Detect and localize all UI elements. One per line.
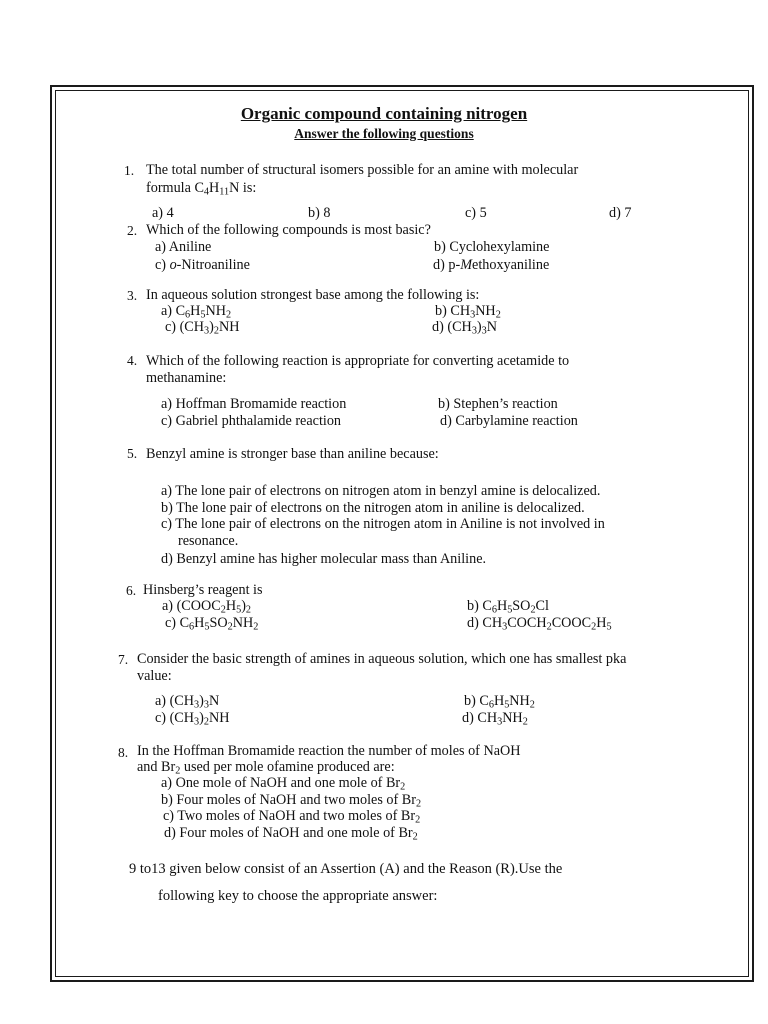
question-4-option-c: c) Gabriel phthalamide reaction [161,413,342,429]
question-3-option-b: b) $CH_3NH_2$ [435,303,501,321]
question-6-number: 6. [126,583,137,598]
question-8-option-c: c) Two moles of NaOH and two moles of $Br_2$ [163,808,421,826]
question-4-text: Which of the following reaction is appropriate for converting acetamide to [146,353,570,369]
question-6-option-c: c) $C_6H_5SO_2NH_2$ [165,615,259,633]
question-5-option-c-cont: resonance. [178,533,239,549]
question-3-option-d: d) $(CH_3)_3N$ [432,319,498,337]
question-6-option-d: d) $CH_3COCH_2COOC_2H_5$ [467,615,612,633]
question-6-option-a: a) $(COOC_2H_5)_2$ [162,598,252,616]
question-1-text: The total number of structural isomers possible for an amine with molecular [146,162,579,178]
question-2-option-a: a) Aniline [155,239,212,255]
question-8-text: In the Hoffman Bromamide reaction the number of moles of NaOH [137,743,521,759]
question-8-option-b: b) Four moles of NaOH and two moles of $Br_2$ [161,792,422,810]
question-1-number: 1. [124,163,135,178]
question-4-option-b: b) Stephen’s reaction [438,396,558,412]
assertion-reason-intro: 9 to13 given below consist of an Assertion (A) and the Reason (R).Use the [129,861,563,877]
question-1-option-a: a) 4 [152,205,174,221]
question-1-option-d: d) 7 [609,205,632,221]
question-1-option-b: b) 8 [308,205,331,221]
question-2-option-c: c) o-Nitroaniline [155,257,250,273]
question-7-text: Consider the basic strength of amines in aqueous solution, which one has smallest pka [137,651,627,667]
question-5-option-b: b) The lone pair of electrons on the nitrogen atom in aniline is delocalized. [161,500,585,516]
question-1-text-cont: formula $C_4H_{11}N$ is: [146,180,257,198]
question-3-option-c: c) $(CH_3)_2NH$ [165,319,240,337]
question-5-number: 5. [127,446,138,461]
question-4-option-a: a) Hoffman Bromamide reaction [161,396,347,412]
assertion-reason-intro-cont: following key to choose the appropriate answer: [158,888,438,904]
question-8-option-d: d) Four moles of NaOH and one mole of $Br_2$ [164,825,418,843]
question-7-text-cont: value: [137,668,172,684]
question-8-option-a: a) One mole of NaOH and one mole of $Br_2$ [161,775,406,793]
question-2-option-d: d) p-Methoxyaniline [433,257,550,273]
question-2-number: 2. [127,223,138,238]
question-1-option-c: c) 5 [465,205,487,221]
question-8-text-cont: and $Br_2$ used per mole ofamine produced are: [137,759,395,777]
question-7-option-d: d) $CH_3NH_2$ [462,710,528,728]
question-4-text-cont: methanamine: [146,370,227,386]
question-4-option-d: d) Carbylamine reaction [440,413,578,429]
question-5-option-a: a) The lone pair of electrons on nitrogen atom in benzyl amine is delocalized. [161,483,601,499]
question-7-option-a: a) $(CH_3)_3N$ [155,693,220,711]
question-7-number: 7. [118,652,129,667]
question-4-number: 4. [127,353,138,368]
question-6-option-b: b) $C_6H_5SO_2Cl$ [467,598,549,616]
question-7-option-b: b) $C_6H_5NH_2$ [464,693,535,711]
question-3-number: 3. [127,288,138,303]
question-2-option-b: b) Cyclohexylamine [434,239,550,255]
question-5-option-c: c) The lone pair of electrons on the nitrogen atom in Aniline is not involved in [161,516,605,532]
question-3-text: In aqueous solution strongest base among the following is: [146,287,480,303]
question-5-text: Benzyl amine is stronger base than aniline because: [146,446,439,462]
question-2-text: Which of the following compounds is most basic? [146,222,431,238]
question-7-option-c: c) $(CH_3)_2NH$ [155,710,230,728]
question-3-option-a: a) $C_6H_5NH_2$ [161,303,232,321]
page-title: Organic compound containing nitrogen [240,104,528,123]
question-6-text: Hinsberg’s reagent is [143,582,263,598]
question-8-number: 8. [118,745,129,760]
page-subtitle: Answer the following questions [294,126,474,141]
question-5-option-d: d) Benzyl amine has higher molecular mass than Aniline. [161,551,487,567]
